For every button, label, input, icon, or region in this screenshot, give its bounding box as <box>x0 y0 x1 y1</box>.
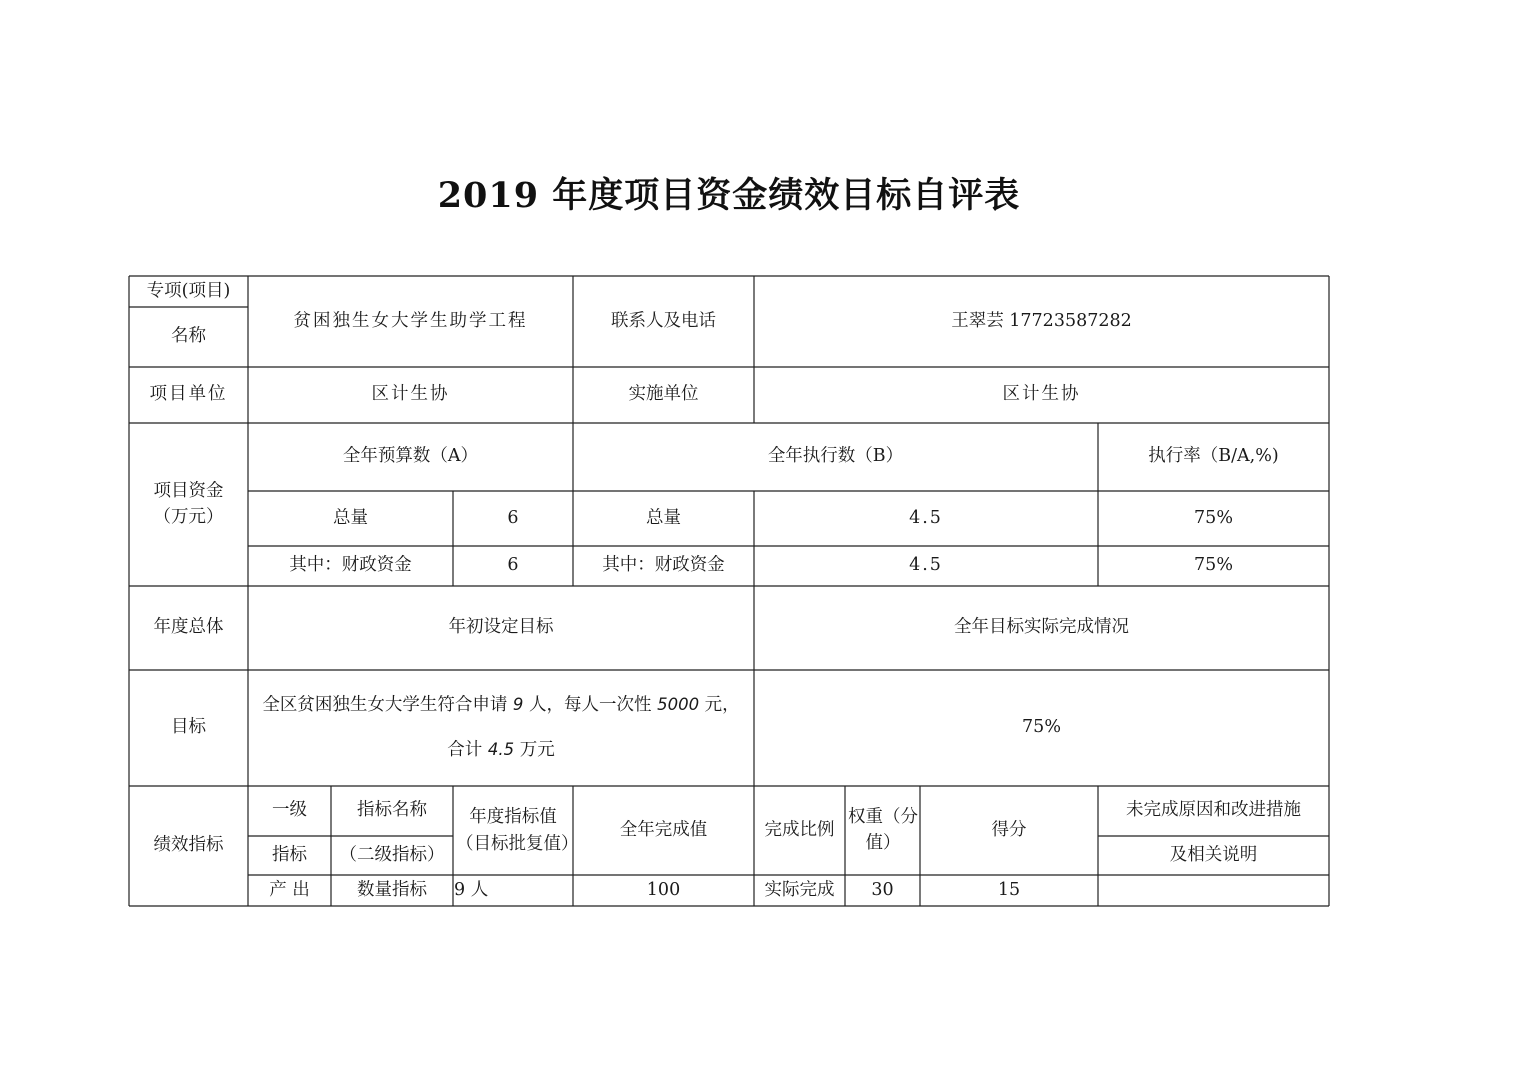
funds-label <box>129 423 248 586</box>
impl-unit-value: 区计生协 <box>1002 384 1081 405</box>
score-header: 得分 <box>991 819 1027 840</box>
funds-label-line2: （万元） <box>153 506 224 527</box>
weight-header: 权重（分值） <box>848 807 918 853</box>
target-text-part: 全区贫困独生女大学生符合申请 <box>262 694 508 715</box>
row-weight: 30 <box>871 879 894 900</box>
exec-header: 全年执行数（B） <box>767 446 904 467</box>
project-name-value: 贫困独生女大学生助学工程 <box>293 310 528 331</box>
annual-actual-header: 全年目标实际完成情况 <box>954 617 1129 638</box>
level1-header-top: 一级 <box>272 800 307 821</box>
total-exec-value: 4.5 <box>909 507 943 528</box>
row-completed-value: 100 <box>646 879 681 900</box>
target-text-part: 万元 <box>519 740 555 760</box>
funds-label-line1: 项目资金 <box>153 481 224 502</box>
annual-value-header: 年度指标值（目标批复值） <box>456 807 579 854</box>
total-budget-value: 6 <box>507 507 519 528</box>
project-name-label-top: 专项(项目) <box>146 280 231 301</box>
indicator-name-header-top: 指标名称 <box>357 800 427 821</box>
fiscal-exec-value: 4.5 <box>909 555 943 576</box>
total-budget-label: 总量 <box>333 507 368 528</box>
row-reason <box>1098 875 1329 906</box>
target-text-part: 合计 <box>447 740 483 760</box>
indicator-name-header-bottom: （二级指标） <box>339 844 445 865</box>
indicators-label: 绩效指标 <box>153 835 224 856</box>
fiscal-budget-value: 6 <box>507 555 519 576</box>
unit-label: 项目单位 <box>149 384 228 405</box>
impl-unit-label: 实施单位 <box>628 384 699 405</box>
target-total: 4.5 <box>487 740 515 759</box>
annual-target-label: 目标 <box>171 717 206 738</box>
row-indicator-name: 数量指标 <box>357 879 427 900</box>
level1-header-bottom: 指标 <box>272 844 307 865</box>
annual-overall-label: 年度总体 <box>153 617 224 638</box>
annual-target-text <box>248 670 754 786</box>
project-name-label-bottom: 名称 <box>171 326 206 347</box>
target-people-count: 9 <box>512 694 524 714</box>
target-text-part: 人，每人一次性 <box>529 694 652 715</box>
contact-value: 王翠芸 17723587282 <box>951 310 1132 331</box>
row-level1: 产 出 <box>269 879 310 900</box>
completed-value-header: 全年完成值 <box>619 819 708 840</box>
reason-header-top: 未完成原因和改进措施 <box>1126 800 1301 821</box>
annual-target-line2 <box>447 728 554 774</box>
page-title: 2019 年度项目资金绩效目标自评表 <box>437 175 1021 216</box>
row-score: 15 <box>997 879 1021 900</box>
reason-header-bottom: 及相关说明 <box>1169 844 1258 865</box>
target-amount: 5000 <box>657 694 700 714</box>
fiscal-rate-value: 75% <box>1194 555 1233 576</box>
row-ratio: 实际完成 <box>764 879 835 900</box>
target-text-part: 元， <box>704 694 740 715</box>
fiscal-exec-label: 其中：财政资金 <box>602 555 725 576</box>
total-rate-value: 75% <box>1194 507 1233 528</box>
contact-label: 联系人及电话 <box>611 310 716 331</box>
ratio-header: 完成比例 <box>764 819 835 840</box>
fiscal-budget-label: 其中：财政资金 <box>289 555 412 576</box>
budget-header: 全年预算数（A） <box>342 446 479 467</box>
row-annual-value: 9 人 <box>454 879 489 900</box>
annual-actual-value: 75% <box>1022 717 1061 738</box>
annual-target-header: 年初设定目标 <box>448 617 554 638</box>
unit-value: 区计生协 <box>371 384 450 405</box>
annual-target-line1 <box>262 683 739 729</box>
total-exec-label: 总量 <box>646 507 681 528</box>
rate-header: 执行率（B/A,%) <box>1148 446 1279 467</box>
